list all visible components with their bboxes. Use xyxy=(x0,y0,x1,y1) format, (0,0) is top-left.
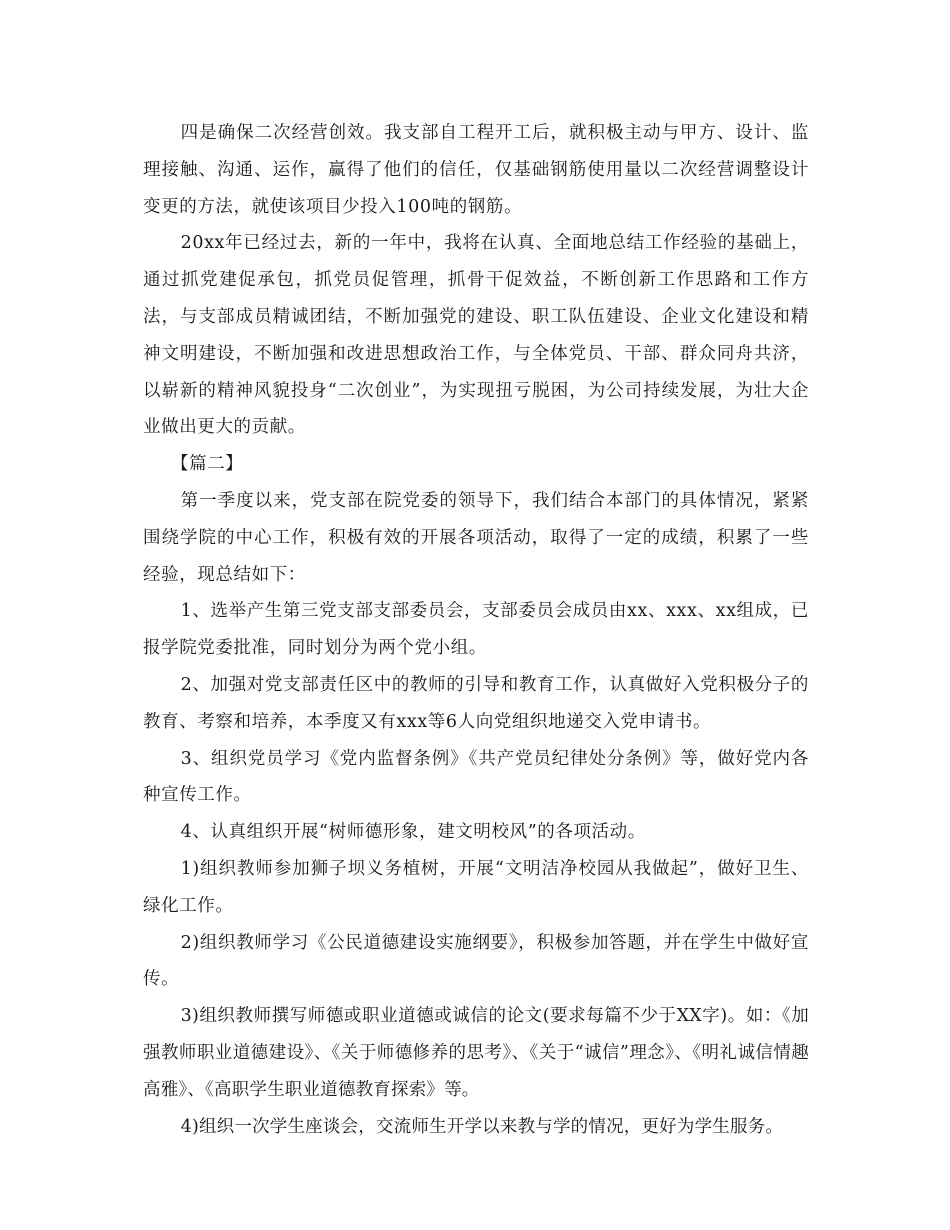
list-item: 4、认真组织开展“树师德形象，建文明校风”的各项活动。 xyxy=(180,822,646,843)
sub-list-item: 4)组织一次学生座谈会，交流师生开学以来教与学的情况，更好为学生服务。 xyxy=(180,1116,784,1137)
list-item: 1、选举产生第三党支部支部委员会，支部委员会成员由xx、xxx、xx组成，已报学院党委批准，同时划分为两个党小组。 xyxy=(143,601,809,659)
section-heading: 【篇二】 xyxy=(171,454,244,475)
paragraph: 20xx年已经过去，新的一年中，我将在认真、全面地总结工作经验的基础上，通过抓党建促承包，抓党员促管理，抓骨干促效益，不断创新工作思路和工作方法，与支部成员精诚团结，不断加强党的建设、职工队伍建设、企业文化建设和精神文明建设，不断加强和改进思想政治工作，与全体党员、干部、群众同舟共济，以崭新的精神风貌投身“二次创业”，为实现扭亏脱困，为公司持续发展，为壮大企业做出更大的贡献。 xyxy=(143,233,809,438)
paragraph: 第一季度以来，党支部在院党委的领导下，我们结合本部门的具体情况，紧紧围绕学院的中心工作，积极有效的开展各项活动，取得了一定的成绩，积累了一些经验，现总结如下： xyxy=(143,490,809,585)
sub-list-item: 3)组织教师撰写师德或职业道德或诚信的论文(要求每篇不少于XX字)。如：《加强教师职业道德建设》、《关于师德修养的思考》、《关于“诚信”理念》、《明礼诚信情趣高雅》、《高职学生职业道德教育探索》等。 xyxy=(143,1006,809,1100)
sub-list-item: 1)组织教师参加狮子坝义务植树，开展“文明洁净校园从我做起”，做好卫生、绿化工作。 xyxy=(143,858,809,916)
sub-list-item: 2)组织教师学习《公民道德建设实施纲要》，积极参加答题，并在学生中做好宣传。 xyxy=(143,932,809,990)
list-item: 2、加强对党支部责任区中的教师的引导和教育工作，认真做好入党积极分子的教育、考察和培养，本季度又有xxx等6人向党组织地递交入党申请书。 xyxy=(143,674,809,732)
paragraph: 四是确保二次经营创效。我支部自工程开工后，就积极主动与甲方、设计、监理接触、沟通、运作，赢得了他们的信任，仅基础钢筋使用量以二次经营调整设计变更的方法，就使该项目少投入100吨的钢筋。 xyxy=(143,123,809,217)
list-item: 3、组织党员学习《党内监督条例》《共产党员纪律处分条例》等，做好党内各种宣传工作。 xyxy=(143,748,809,806)
document-body xyxy=(143,115,809,1145)
